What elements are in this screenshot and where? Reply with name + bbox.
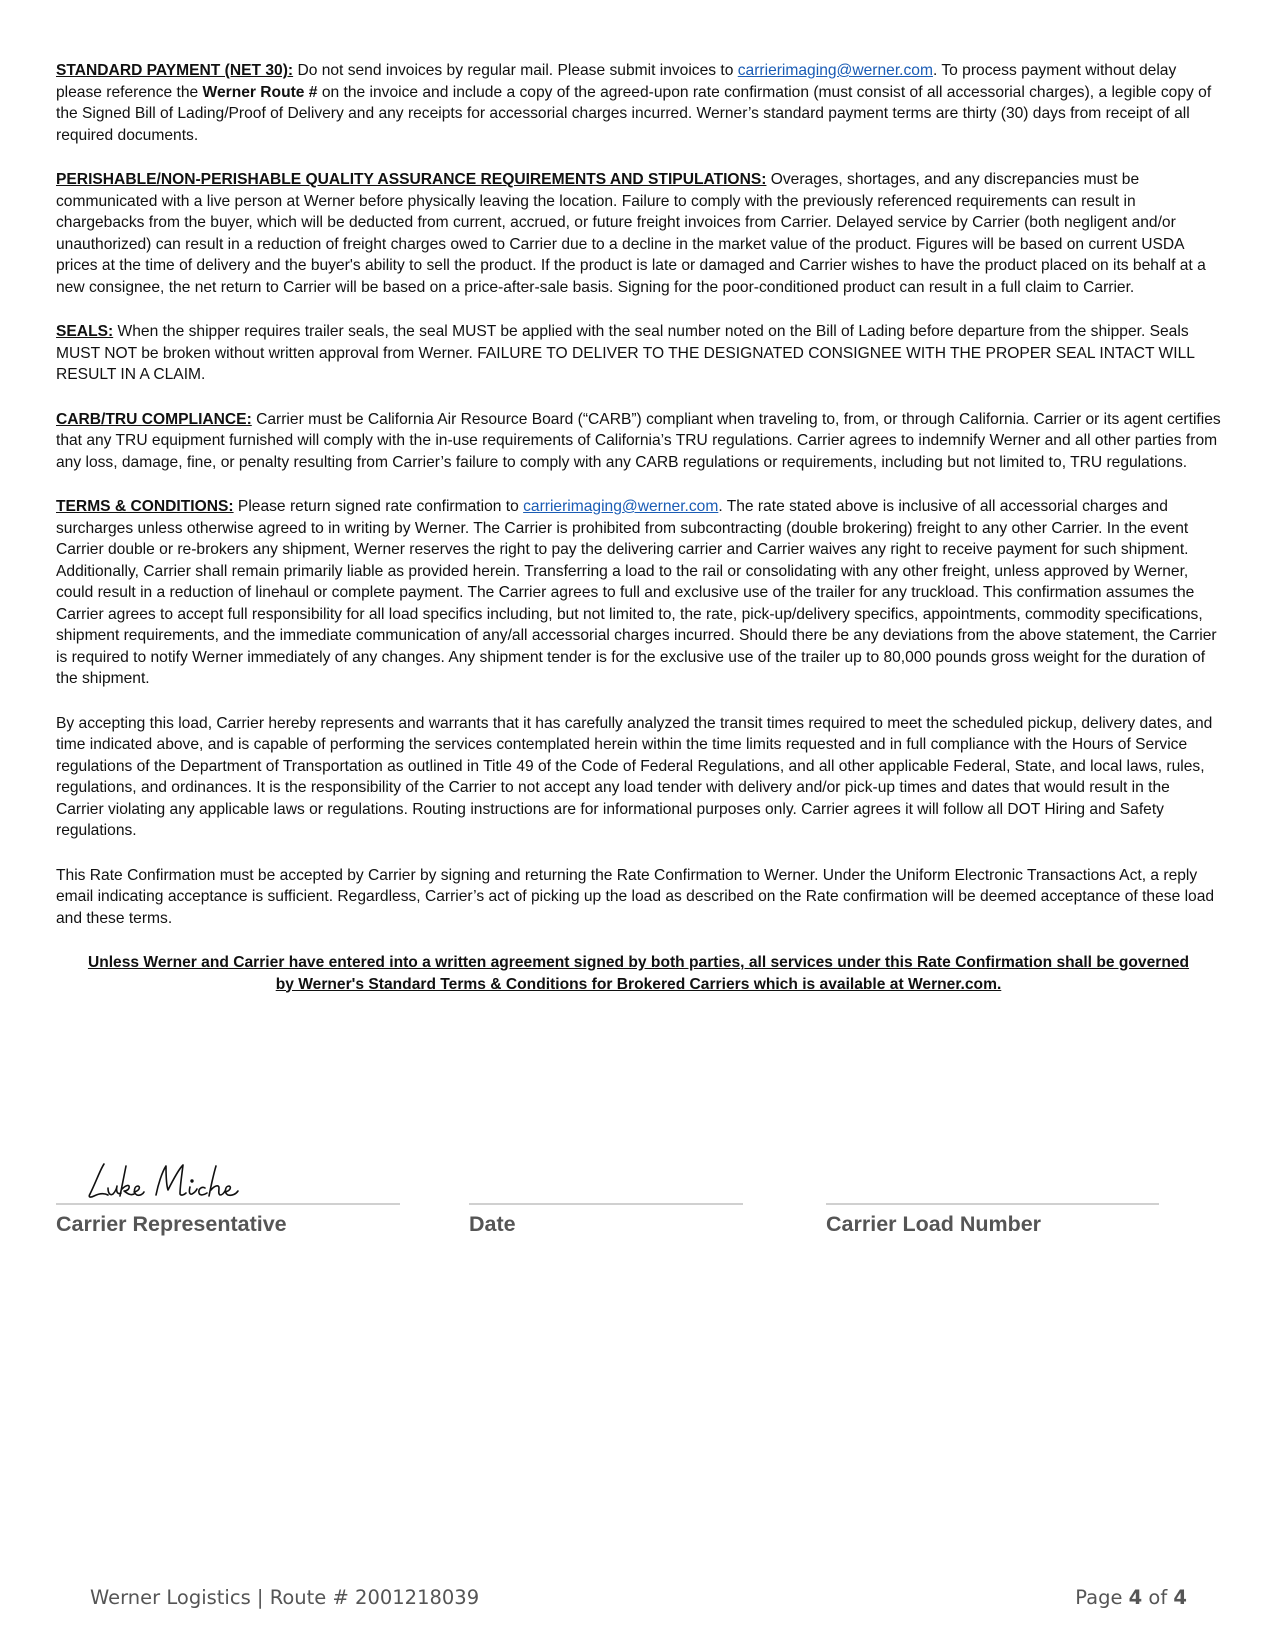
- perishable-text: Overages, shortages, and any discrepancies must be communicated with a live person at Werner before physically leaving the location. Failure to comply with the previously referenced requirements can result in chargebacks from the buyer, which will be deducted from current, accrued, or future freight invoices from Carrier. Delayed service by Carrier (both negligent and/or unauthorized) can result in a reduction of freight charges owed to Carrier due to a decline in the market value of the product. Figures will be based on current USDA prices at the time of delivery and the buyer's ability to sell the product. If the product is late or damaged and Carrier wishes to have the product placed on its behalf at a new consignee, the net return to Carrier will be based on a price-after-sale basis. Signing for the poor-conditioned product can result in a full claim to Carrier.: [56, 171, 1206, 296]
- standard-payment-heading: STANDARD PAYMENT (NET 30):: [56, 62, 294, 79]
- perishable-paragraph: [56, 169, 1221, 298]
- standard-payment-text-2: . To process payment without delay please reference the: [56, 62, 1177, 101]
- seals-heading: SEALS:: [56, 323, 114, 340]
- rate-confirmation-email-link[interactable]: carrierimaging@werner.com: [523, 498, 719, 515]
- carb-paragraph: [56, 409, 1221, 474]
- date-label: Date: [469, 1212, 516, 1236]
- signature-block: [56, 1160, 1221, 1240]
- standard-terms-notice: Unless Werner and Carrier have entered into a written agreement signed by both parties, all services under this Rate Confirmation shall be governed by Werner's Standard Terms & Conditions for Brokered Carriers which is available at Werner.com.: [87, 954, 1190, 993]
- handwritten-signature: [86, 1160, 276, 1200]
- terms-text-1: Please return signed rate confirmation to: [233, 498, 524, 515]
- seals-paragraph: [56, 321, 1221, 386]
- carrier-representative-line: [56, 1203, 400, 1205]
- carrier-representative-label: Carrier Representative: [56, 1212, 287, 1236]
- page-prefix: Page: [1075, 1586, 1129, 1609]
- rate-confirmation-paragraph: This Rate Confirmation must be accepted by Carrier by signing and returning the Rate Confirmation to Werner. Under the Uniform Electronic Transactions Act, a reply email indicating acceptance is sufficient. Regardless, Carrier’s act of picking up the load as described on the Rate confirmation will be deemed acceptance of these load and these terms.: [56, 866, 1215, 927]
- terms-paragraph: [56, 496, 1221, 690]
- standard-payment-text-3: on the invoice and include a copy of the agreed-upon rate confirmation (must consist of all accessorial charges), a legible copy of the Signed Bill of Lading/Proof of Delivery and any receipts for accessorial charges incurred. Werner’s standard payment terms are thirty (30) days from receipt of all required documents.: [56, 83, 1212, 144]
- seals-text: When the shipper requires trailer seals, the seal MUST be applied with the seal number noted on the Bill of Lading before departure from the shipper. Seals MUST NOT be broken without written approval from Werner. FAILURE TO DELIVER TO THE DESIGNATED CONSIGNEE WITH THE PROPER SEAL INTACT WILL RESULT IN A CLAIM.: [56, 323, 1195, 383]
- page-total: 4: [1173, 1586, 1187, 1609]
- standard-payment-paragraph: [56, 60, 1221, 146]
- page-of: of: [1142, 1586, 1174, 1609]
- terms-text-2: . The rate stated above is inclusive of all accessorial charges and surcharges unless otherwise agreed to in writing by Werner. The Carrier is prohibited from subcontracting (double brokering) freight to any other Carrier. In the event Carrier double or re-brokers any shipment, Werner reserves the right to pay the delivering carrier and Carrier waives any right to receive payment for such shipment. Additionally, Carrier shall remain primarily liable as provided herein. Transferring a load to the rail or consolidating with any other freight, unless approved by Werner, could result in a reduction of linehaul or complete payment. The Carrier agrees to full and exclusive use of the trailer for any truckload. This confirmation assumes the Carrier agrees to accept full responsibility for all load specifics including, but not limited to, the rate, pick-up/delivery specifics, appointments, commodity specifications, shipment requirements, and the immediate communication of any/all accessorial charges incurred. Should there be any deviations from the above statement, the Carrier is required to notify Werner immediately of any changes. Any shipment tender is for the exclusive use of the trailer up to 80,000 pounds gross weight for the duration of the shipment.: [56, 498, 1217, 687]
- invoice-email-link[interactable]: carrierimaging@werner.com: [737, 62, 933, 79]
- accepting-paragraph: By accepting this load, Carrier hereby represents and warrants that it has carefully analyzed the transit times required to meet the scheduled pickup, delivery dates, and time indicated above, and is capable of performing the services contemplated herein within the time limits requested and in full compliance with the Hours of Service regulations of the Department of Transportation as outlined in Title 49 of the Code of Federal Regulations, and all other applicable Federal, State, and local laws, rules, regulations, and ordinances. It is the responsibility of the Carrier to not accept any load tender with delivery and/or pick-up times and dates that would result in the Carrier violating any applicable laws or regulations. Routing instructions are for informational purposes only. Carrier agrees it will follow all DOT Hiring and Safety regulations.: [56, 714, 1213, 839]
- werner-route-bold: Werner Route #: [202, 83, 318, 101]
- terms-heading: TERMS & CONDITIONS:: [56, 498, 234, 515]
- carb-text: Carrier must be California Air Resource Board (“CARB”) compliant when traveling to, from, or through California. Carrier or its agent certifies that any TRU equipment furnished will comply with the in-use requirements of California’s TRU regulations. Carrier agrees to indemnify Werner and all other parties from any loss, damage, fine, or penalty resulting from Carrier’s failure to comply with any CARB regulations or requirements, including but not limited to, TRU regulations.: [56, 410, 1221, 471]
- page-current: 4: [1128, 1586, 1143, 1609]
- carrier-load-number-label: Carrier Load Number: [826, 1212, 1042, 1236]
- footer-page-number: [1075, 1586, 1187, 1609]
- date-line: [469, 1203, 743, 1205]
- perishable-heading: PERISHABLE/NON-PERISHABLE QUALITY ASSURANCE REQUIREMENTS AND STIPULATIONS:: [56, 171, 767, 188]
- document-body: [56, 60, 1221, 995]
- standard-payment-text-1: Do not send invoices by regular mail. Please submit invoices to: [293, 62, 738, 79]
- footer-route: Werner Logistics | Route # 2001218039: [90, 1586, 480, 1609]
- carrier-load-number-line: [826, 1203, 1159, 1205]
- carb-heading: CARB/TRU COMPLIANCE:: [56, 410, 252, 428]
